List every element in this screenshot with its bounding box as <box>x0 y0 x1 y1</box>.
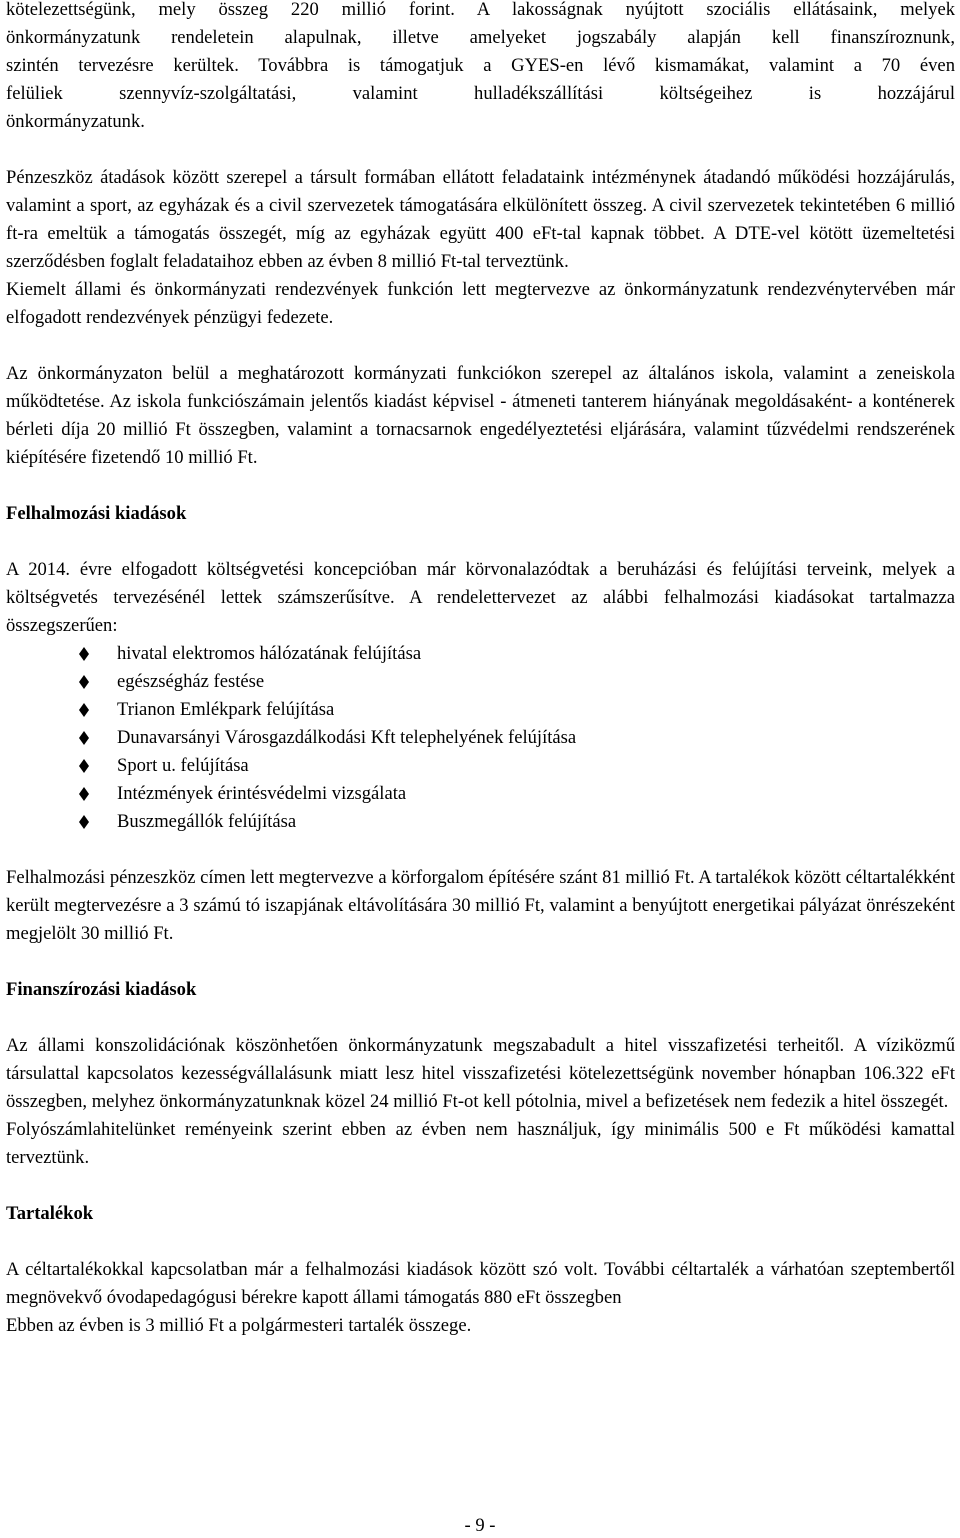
list-item <box>6 724 955 752</box>
list-item <box>6 696 955 724</box>
diamond-bullet-icon <box>79 787 89 801</box>
spacer <box>6 1228 955 1256</box>
list-item <box>6 668 955 696</box>
list-item-label: Buszmegállók felújítása <box>117 811 297 832</box>
paragraph-reserves: A céltartalékokkal kapcsolatban már a felhalmozási kiadások között szó volt. További céltartalék a várhatóan szeptembertől megnövekvő óvodapedagógusi bérekre kapott állami támogatás 880 eFt összegben <box>6 1259 955 1308</box>
spacer <box>6 948 955 976</box>
paragraph-social-services <box>6 0 955 136</box>
list-item <box>6 780 955 808</box>
spacer <box>6 136 955 164</box>
heading-felhalmozasi-kiadasok: Felhalmozási kiadások <box>6 503 187 524</box>
spacer <box>6 1004 955 1032</box>
list-item <box>6 640 955 668</box>
paragraph-capital-transfers: Felhalmozási pénzeszköz címen lett megtervezve a körforgalom építésére szánt 81 millió Ft. A tartalékok között céltartalékként került megtervezésre a 3 számú tó iszapjának eltávolítására 30 millió Ft, valamint a benyújtott energetikai pályázat önrészeként megjelölt 30 millió Ft. <box>6 867 955 944</box>
diamond-bullet-icon <box>79 675 89 689</box>
diamond-bullet-icon <box>79 731 89 745</box>
list-item-label: Sport u. felújítása <box>117 755 249 776</box>
list-item <box>6 752 955 780</box>
heading-finanszirozasi-kiadasok: Finanszírozási kiadások <box>6 979 197 1000</box>
paragraph-mayor-reserve: Ebben az évben is 3 millió Ft a polgármesteri tartalék összege. <box>6 1315 472 1336</box>
paragraph-line: önkormányzatunk rendeletein alapulnak, illetve amelyeket jogszabály alapján kell finanszíroznunk, <box>6 27 955 48</box>
diamond-bullet-icon <box>79 647 89 661</box>
paragraph-investment-plans: A 2014. évre elfogadott költségvetési koncepcióban már körvonalazódtak a beruházási és felújítási terveink, melyek a költségvetés tervezésénél lettek számszerűsítve. A rendelettervezet az alábbi felhalmozási kiadásokat tartalmazza összegszerűen: <box>6 559 955 636</box>
page-number: - 9 - <box>464 1515 496 1536</box>
heading-tartalekok: Tartalékok <box>6 1203 94 1224</box>
document-page <box>6 0 955 1340</box>
investment-bullet-list <box>6 640 955 836</box>
list-item-label: Intézmények érintésvédelmi vizsgálata <box>117 783 407 804</box>
paragraph-school: Az önkormányzaton belül a meghatározott kormányzati funkciókon szerepel az általános iskola, valamint a zeneiskola működtetése. Az iskola funkciószámain jelentős kiadást képvisel - átmeneti tanterem hiányának megoldásaként- a konténerek bérleti díja 20 millió Ft összegben, valamint a tornacsarnok engedélyeztetési eljárására, valamint tűzvédelmi rendszerének kiépítésére fizetendő 10 millió Ft. <box>6 363 955 468</box>
diamond-bullet-icon <box>79 815 89 829</box>
diamond-bullet-icon <box>79 703 89 717</box>
spacer <box>6 836 955 864</box>
paragraph-events: Kiemelt állami és önkormányzati rendezvények funkción lett megtervezve az önkormányzatunk rendezvénytervében már elfogadott rendezvények pénzügyi fedezete. <box>6 279 955 328</box>
paragraph-overdraft: Folyószámlahitelünket reményeink szerint ebben az évben nem használjuk, így minimális 500 e Ft működési kamattal terveztünk. <box>6 1119 955 1168</box>
paragraph-debt-consolidation: Az állami konszolidációnak köszönhetően önkormányzatunk megszabadult a hitel visszafizetési terheitől. A víziközmű társulattal kapcsolatos kezességvállalásunk miatt lesz hitel visszafizetési kötelezettségünk november hónapban 106.322 eFt összegben, melyhez önkormányzatunknak közel 24 millió Ft-ot kell pótolnia, mivel a befizetések nem fedezik a hitel összegét. <box>6 1035 955 1112</box>
list-item-label: hivatal elektromos hálózatának felújítása <box>117 643 422 664</box>
paragraph-line: kötelezettségünk, mely összeg 220 millió forint. A lakosságnak nyújtott szociális ellátásaink, melyek <box>6 0 955 20</box>
spacer <box>6 1172 955 1200</box>
diamond-bullet-icon <box>79 759 89 773</box>
list-item-label: egészségház festése <box>117 671 265 692</box>
list-item <box>6 808 955 836</box>
paragraph-fund-transfers: Pénzeszköz átadások között szerepel a társult formában ellátott feladataink intézménynek átadandó működési hozzájárulás, valamint a sport, az egyházak és a civil szervezetek támogatására elkülönített összeg. A civil szervezetek tekintetében 6 millió ft-ra emeltük a támogatás összegét, míg az egyházak együtt 400 eFt-tal kapnak többet. A DTE-vel kötött üzemeltetési szerződésben foglalt feladataihoz ebben az évben 8 millió Ft-tal terveztünk. <box>6 167 955 272</box>
list-item-label: Trianon Emlékpark felújítása <box>117 699 335 720</box>
spacer <box>6 472 955 500</box>
paragraph-line: önkormányzatunk. <box>6 111 145 132</box>
paragraph-line: szintén tervezésre kerültek. Továbbra is támogatjuk a GYES-en lévő kismamákat, valamint a 70 éven <box>6 55 955 76</box>
spacer <box>6 332 955 360</box>
list-item-label: Dunavarsányi Városgazdálkodási Kft telephelyének felújítása <box>117 727 577 748</box>
paragraph-line: felüliek szennyvíz-szolgáltatási, valamint hulladékszállítási költségeihez is hozzájárul <box>6 83 955 104</box>
spacer <box>6 528 955 556</box>
